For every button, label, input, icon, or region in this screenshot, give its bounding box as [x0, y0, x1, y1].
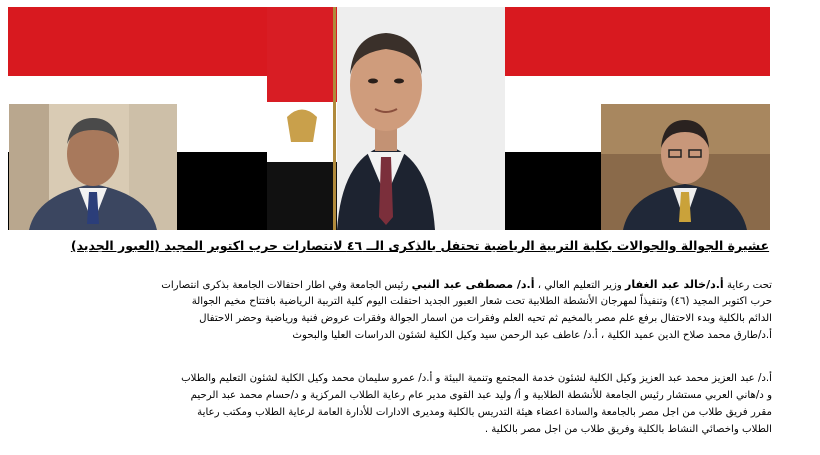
portrait-icon: [601, 104, 770, 230]
paragraph-line: [14, 276, 772, 293]
right-portrait-photo: [601, 104, 770, 230]
paragraph-line: الطلاب واخصائي النشاط بالكلية وفريق طلاب من اجل مصر بالكلية .: [484, 424, 772, 435]
text-segment: وزير التعليم العالي ،: [537, 280, 622, 291]
article-headline: عشيرة الجوالة والجوالات بكلية التربية الرياضية تحتفل بالذكرى الــ ٤٦ لانتصارات حرب اكتوبر المجيد (العبور الجديد): [70, 238, 770, 253]
portrait-icon: [9, 104, 177, 230]
minister-name: أ.د/خالد عبد الغفار: [625, 278, 724, 291]
article-paragraph-1: [14, 276, 772, 366]
portrait-with-egyptian-flag-icon: [267, 7, 505, 230]
paragraph-line: الدائم بالكلية وبدء الاحتفال برفع علم مصر بالمخيم ثم تحيه العلم وفقرات من اسمار الجوالة وفقرات عروض فنية ورياضية وحضر الاحتفال: [199, 313, 772, 324]
center-portrait-photo: [267, 7, 505, 230]
paragraph-line: حرب اكتوبر المجيد (٤٦) وتنفيذاً لمهرجان الأنشطة الطلابية تحت شعار العبور الجديد احتفلت اليوم كلية التربية الرياضية بافتتاح مخيم الجوالة: [191, 296, 772, 307]
paragraph-line: أ.د/طارق محمد صلاح الدين عميد الكلية ، أ.د/ عاطف عبد الرحمن سيد وكيل الكلية لشئون الدراسات العليا والبحوث: [292, 330, 772, 341]
president-name: أ.د/ مصطفى عبد النبي: [411, 278, 535, 291]
paragraph-line: و د/هاني العربي مستشار رئيس الجامعة للأنشطة الطلابية و أ/ وليد عبد القوى مدير عام رعاية الطلاب المركزية و د/حسام محمد عبد الرحيم: [190, 390, 772, 401]
article-paragraph-2: [14, 370, 772, 452]
text-segment: تحت رعاية: [726, 280, 772, 291]
paragraph-line: أ.د/ عبد العزيز محمد عبد العزيز وكيل الكلية لشئون خدمة المجتمع وتنمية البيئة و أ.د/ عمرو سليمان محمد وكيل الكلية لشئون التعليم والطلاب: [181, 373, 772, 384]
left-portrait-photo: [9, 104, 177, 230]
paragraph-line: مقرر فريق طلاب من اجل مصر بالجامعة والسادة اعضاء هيئة التدريس بالكلية ومديرى الادارات للأدارة العامة لرعاية الطلاب ومكتب رعاية: [197, 407, 772, 418]
text-segment: رئيس الجامعة وفي اطار احتفالات الجامعة بذكرى انتصارات: [161, 280, 409, 291]
